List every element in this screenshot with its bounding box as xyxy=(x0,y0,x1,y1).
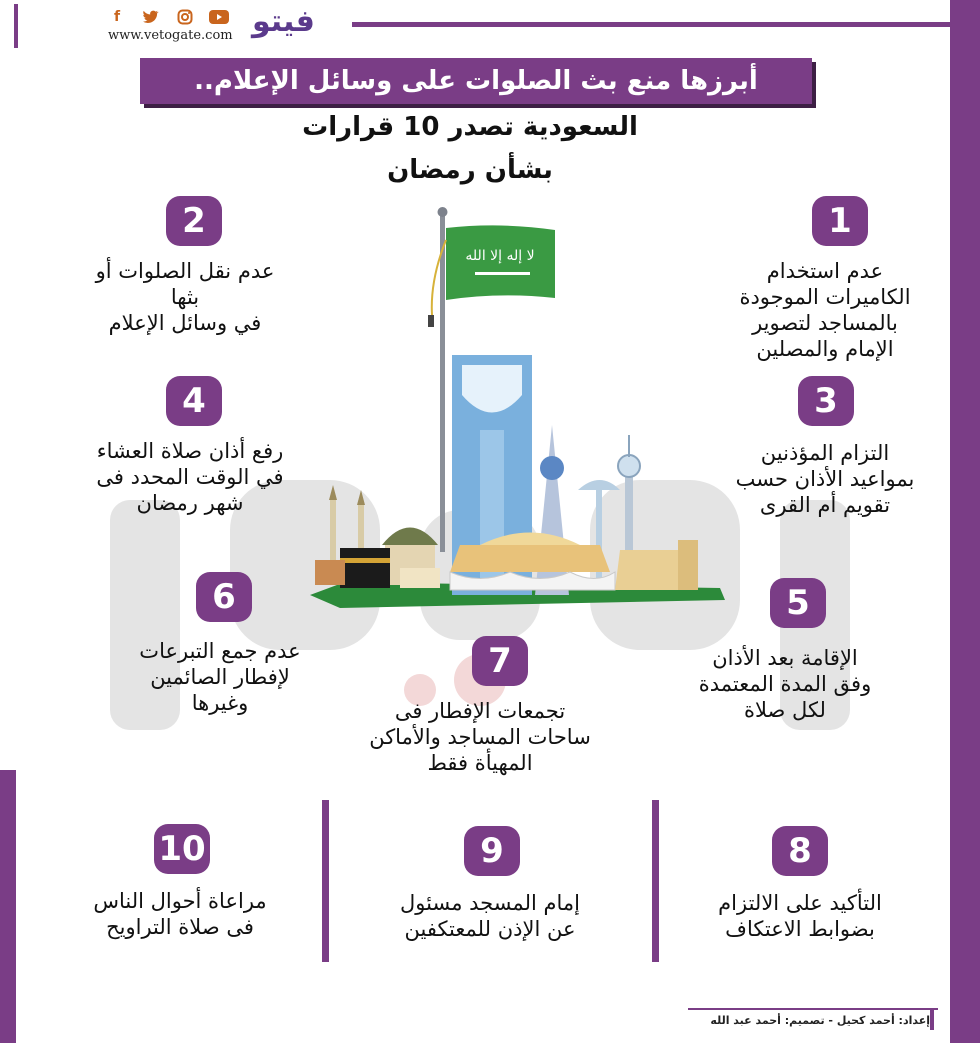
item-number-badge xyxy=(472,636,528,686)
logo-text: فيتو xyxy=(252,4,315,39)
credits: إعداد: أحمد كحيل - تصميم: أحمد عبد الله xyxy=(688,1008,938,1030)
item-number-badge xyxy=(154,824,210,874)
item-number-badge xyxy=(772,826,828,876)
item-line: المهيأة فقط xyxy=(427,751,533,775)
title-banner xyxy=(140,58,812,104)
item-number-badge xyxy=(812,196,868,246)
item-line: عدم استخدام xyxy=(766,259,884,283)
item-number-badge xyxy=(196,572,252,622)
item-line: عدم نقل الصلوات أو xyxy=(95,259,275,283)
item-number: 4 xyxy=(182,381,206,421)
item-line: ساحات المساجد والأماكن xyxy=(369,725,591,749)
facebook-icon[interactable]: f xyxy=(113,9,121,25)
item-text xyxy=(55,888,305,940)
frame-right-bar xyxy=(950,0,980,1043)
svg-text:لا إله إلا الله: لا إله إلا الله xyxy=(465,248,535,264)
item-line: وفق المدة المعتمدة xyxy=(698,672,872,696)
item-line: تجمعات الإفطار فى xyxy=(394,699,566,723)
item-text xyxy=(650,645,920,723)
item-line: الكاميرات الموجودة xyxy=(739,285,911,309)
item-line: شهر رمضان xyxy=(136,491,244,515)
item-line: رفع أذان صلاة العشاء xyxy=(96,439,284,463)
item-number: 1 xyxy=(828,201,852,241)
frame-left-bar xyxy=(0,770,16,1043)
item-number: 6 xyxy=(212,577,236,617)
item-number: 2 xyxy=(182,201,206,241)
item-number: 8 xyxy=(788,831,812,871)
item-text xyxy=(700,258,950,362)
row-divider xyxy=(322,800,329,962)
item-number: 5 xyxy=(786,583,810,623)
twitter-icon[interactable] xyxy=(140,8,162,26)
item-line: مراعاة أحوال الناس xyxy=(93,889,267,913)
item-line: تقويم أم القرى xyxy=(759,493,891,517)
item-line: التزام المؤذنين xyxy=(760,441,890,465)
item-number: 3 xyxy=(814,381,838,421)
item-number-badge xyxy=(166,376,222,426)
item-number-badge xyxy=(770,578,826,628)
item-line: بثها xyxy=(170,285,200,309)
item-line: عدم جمع التبرعات xyxy=(139,639,301,663)
item-number: 10 xyxy=(158,829,206,869)
item-line: بالمساجد لتصوير xyxy=(752,311,898,335)
item-text xyxy=(100,638,340,716)
item-text xyxy=(60,258,310,336)
item-number-badge xyxy=(464,826,520,876)
item-line: عن الإذن للمعتكفين xyxy=(404,917,576,941)
credit-accent-bar xyxy=(930,1008,934,1030)
youtube-icon[interactable] xyxy=(208,8,230,26)
main-title-line1: السعودية تصدر 10 قرارات xyxy=(302,112,638,142)
row-divider xyxy=(652,800,659,962)
item-line: في الوقت المحدد فى xyxy=(96,465,284,489)
frame-top-bar xyxy=(352,22,956,27)
item-line: بمواعيد الأذان حسب xyxy=(735,467,915,491)
banner-text: أبرزها منع بث الصلوات على وسائل الإعلام.. xyxy=(194,66,758,96)
item-text xyxy=(330,698,630,776)
item-line: فى صلاة التراويح xyxy=(106,915,254,939)
item-text xyxy=(700,440,950,518)
item-line: الإمام والمصلين xyxy=(756,337,894,361)
item-line: لإفطار الصائمين xyxy=(150,665,290,689)
item-text xyxy=(60,438,320,516)
item-line: إمام المسجد مسئول xyxy=(400,891,580,915)
header-left-rule xyxy=(14,4,18,48)
site-url[interactable]: www.vetogate.com xyxy=(108,28,233,43)
item-text xyxy=(350,890,630,942)
item-line: التأكيد على الالتزام xyxy=(718,891,882,915)
item-number: 7 xyxy=(488,641,512,681)
item-line: الإقامة بعد الأذان xyxy=(712,646,858,670)
saudi-landmarks-illustration xyxy=(300,200,730,610)
item-number-badge xyxy=(166,196,222,246)
item-text xyxy=(670,890,930,942)
item-line: في وسائل الإعلام xyxy=(108,311,262,335)
item-number-badge xyxy=(798,376,854,426)
instagram-icon[interactable] xyxy=(174,8,196,26)
main-title-line2: بشأن رمضان xyxy=(387,155,553,185)
item-line: بضوابط الاعتكاف xyxy=(725,917,875,941)
item-line: وغيرها xyxy=(191,691,249,715)
brand-logo[interactable] xyxy=(252,4,315,39)
item-number: 9 xyxy=(480,831,504,871)
item-line: لكل صلاة xyxy=(744,698,826,722)
